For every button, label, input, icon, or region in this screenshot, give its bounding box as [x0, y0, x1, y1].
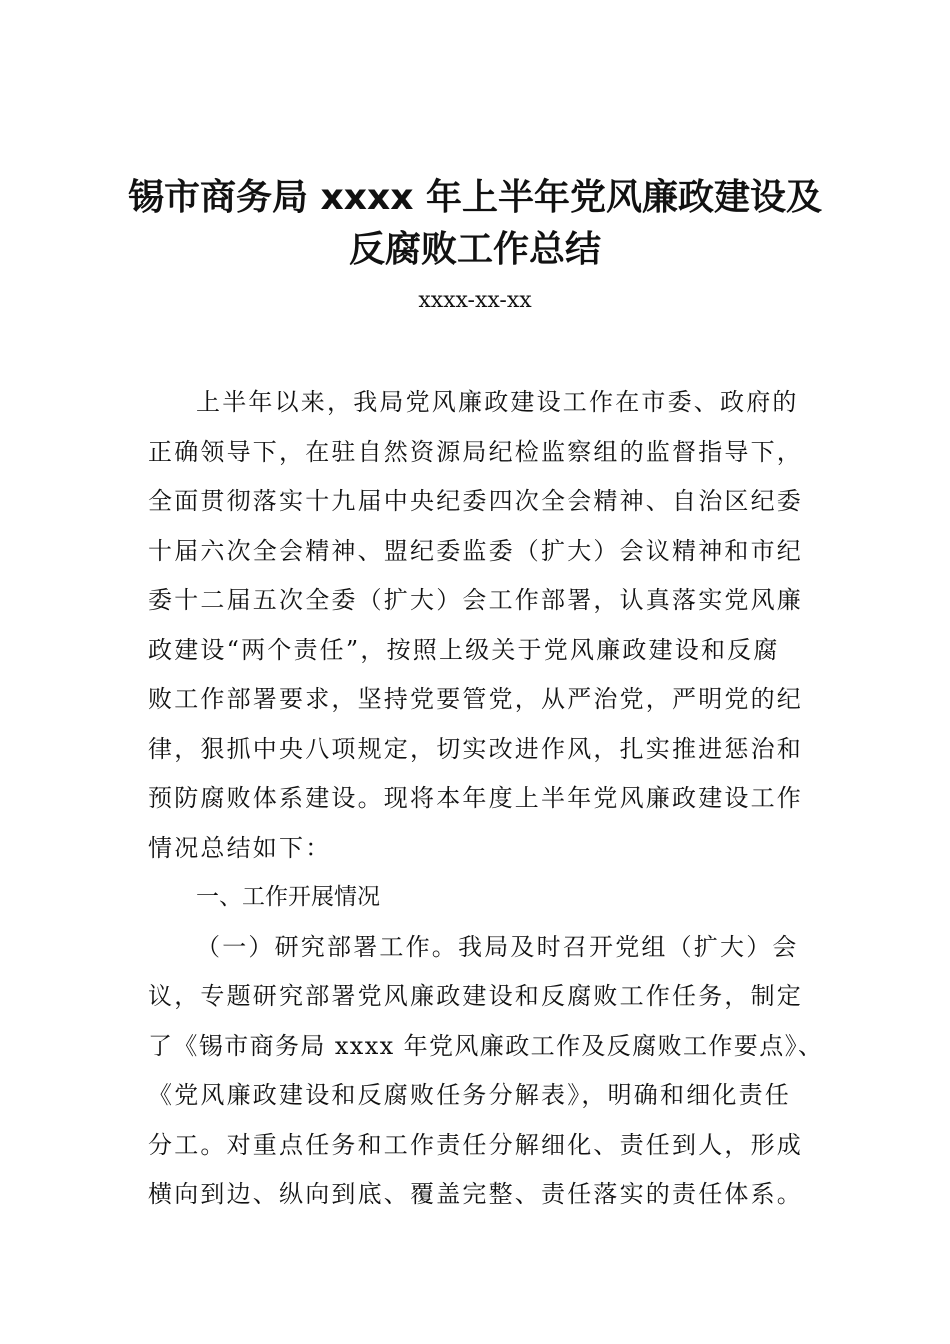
paragraph-line: 分工。对重点任务和工作责任分解细化、责任到人，形成 [148, 1130, 803, 1159]
section-heading: 一、工作开展情况 [196, 884, 380, 910]
paragraph-line: 正确领导下，在驻自然资源局纪检监察组的监督指导下， [148, 437, 803, 466]
paragraph-intro [148, 378, 808, 873]
document-body [148, 378, 824, 1220]
paragraph-line: 上半年以来，我局党风廉政建设工作在市委、政府的 [196, 388, 799, 416]
document-date: xxxx-xx-xx [418, 288, 532, 313]
paragraph-line: （一）研究部署工作。我局及时召开党组（扩大）会 [196, 932, 799, 961]
paragraph-line: 委十二届五次全委（扩大）会工作部署，认真落实党风廉 [148, 586, 803, 614]
paragraph-line: 败工作部署要求，坚持党要管党，从严治党，严明党的纪 [148, 685, 803, 713]
title-line-2: 反腐败工作总结 [348, 229, 601, 270]
title-line-1: 锡市商务局 xxxx 年上半年党风廉政建设及 [128, 177, 822, 218]
paragraph-line: 律，狠抓中央八项规定，切实改进作风，扎实推进惩治和 [148, 734, 803, 763]
paragraph-line: 政建设“两个责任”，按照上级关于党风廉政建设和反腐 [148, 635, 780, 664]
paragraph-section-1 [148, 923, 824, 1220]
paragraph-line: 十届六次全会精神、盟纪委监委（扩大）会议精神和市纪 [148, 536, 803, 565]
paragraph-line: 《党风廉政建设和反腐败任务分解表》，明确和细化责任 [148, 1081, 791, 1109]
paragraph-line: 了《锡市商务局 xxxx 年党风廉政工作及反腐败工作要点》、 [148, 1031, 824, 1060]
paragraph-line: 全面贯彻落实十九届中央纪委四次全会精神、自治区纪委 [148, 487, 803, 515]
paragraph-line: 议，专题研究部署党风廉政建设和反腐败工作任务，制定 [148, 982, 803, 1010]
document-title [120, 172, 830, 276]
paragraph-line: 情况总结如下： [148, 833, 332, 862]
paragraph-line: 预防腐败体系建设。现将本年度上半年党风廉政建设工作 [148, 784, 803, 812]
paragraph-line: 横向到边、纵向到底、覆盖完整、责任落实的责任体系。 [148, 1180, 803, 1208]
